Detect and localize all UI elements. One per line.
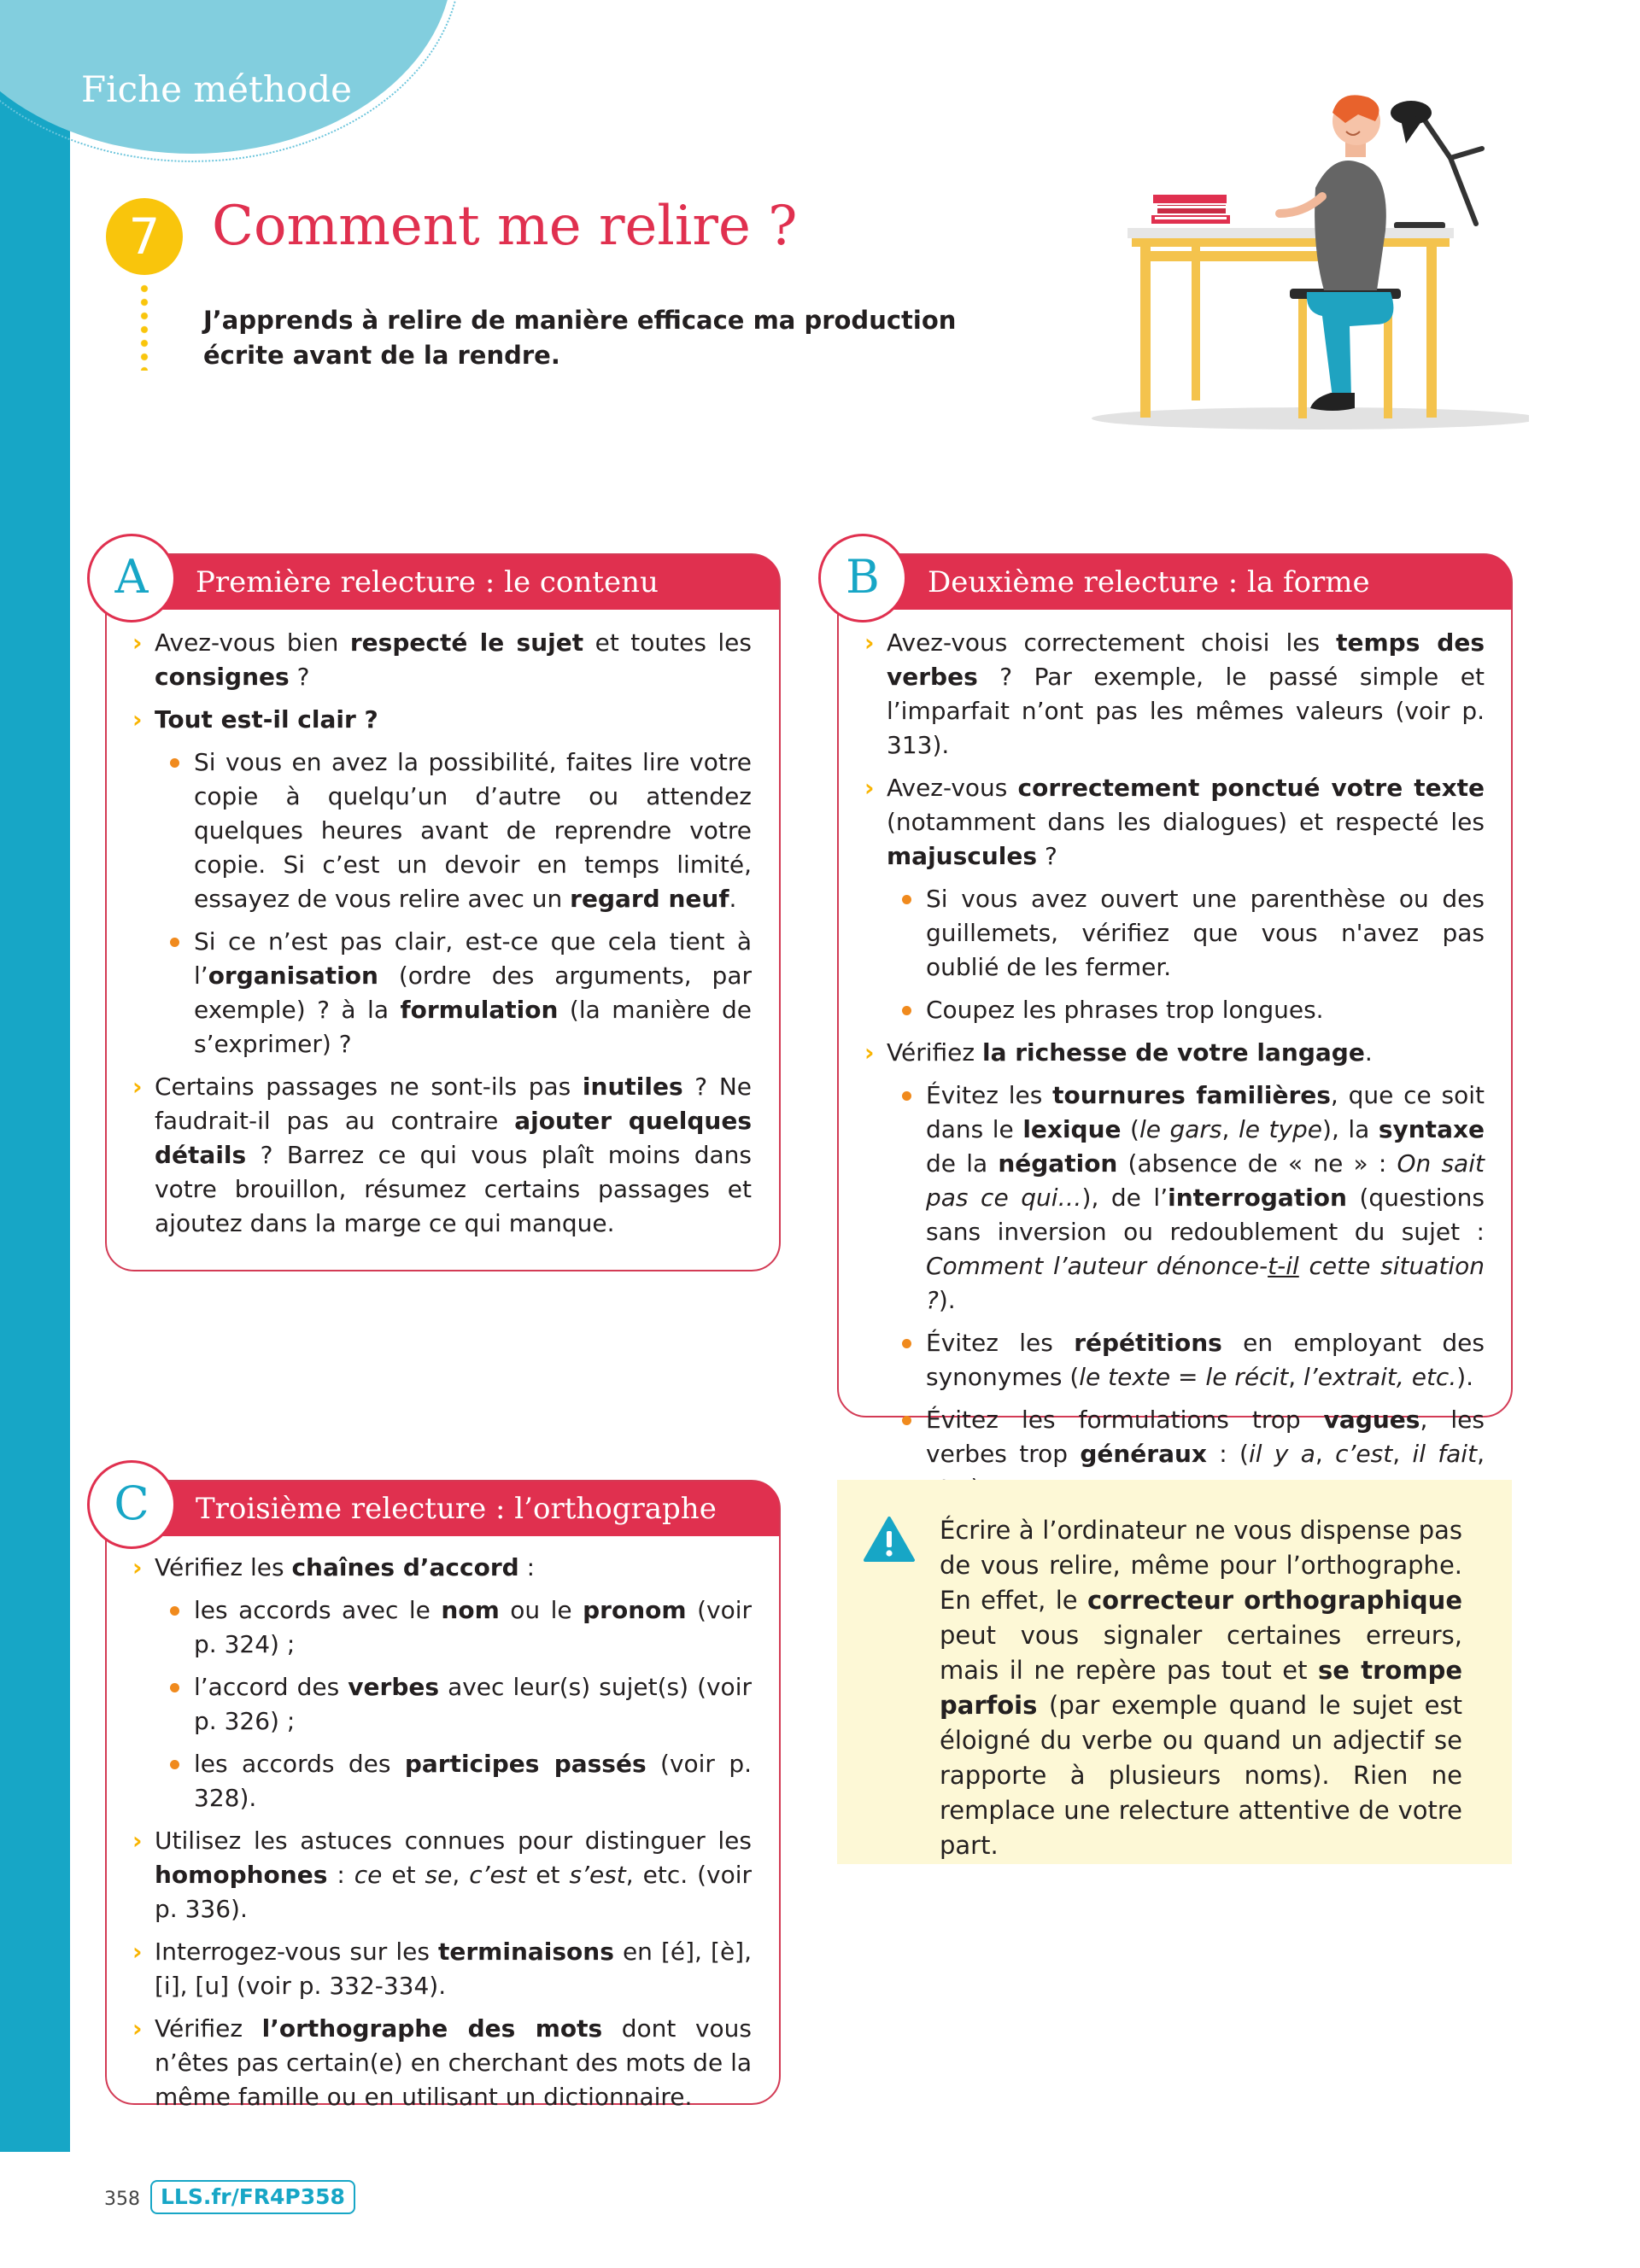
section-c-header: Troisième relecture : l’orthographe (107, 1482, 779, 1536)
sub-list-item: Évitez les tournures familières, que ce soit dans le lexique (le gars, le type), la syntaxe de la négation (absence de « ne » : On sait pas ce qui…), de l’interrogation (questions sans inversion ou redoublement du sujet : Comment l’auteur dénonce-t-il cette situation ?). (864, 1078, 1485, 1318)
bullet-icon (170, 938, 179, 947)
chevron-right-icon: › (132, 628, 143, 657)
bullet-icon (170, 1606, 179, 1616)
sub-list-item: Si vous avez ouvert une parenthèse ou des guillemets, vérifiez que vous n'avez pas oublié de les fermer. (864, 882, 1485, 985)
section-c-badge: C (87, 1460, 176, 1549)
list-item: › Vérifiez l’orthographe des mots dont vous n’êtes pas certain(e) en cherchant des mots de la même famille ou en utilisant un dictionnaire. (132, 2012, 752, 2114)
bullet-icon (902, 1339, 911, 1348)
section-a-content (132, 626, 752, 1249)
bullet-icon (170, 758, 179, 768)
sub-list-item: Si ce n’est pas clair, est-ce que cela tient à l’organisation (ordre des arguments, par exemple) ? à la formulation (la manière de s’exprimer) ? (132, 925, 752, 1061)
chevron-right-icon: › (864, 774, 875, 802)
dotted-connector (139, 282, 149, 371)
list-item: › Vérifiez les chaînes d’accord : (132, 1551, 752, 1585)
section-a-badge: A (87, 534, 176, 623)
lesson-number: 7 (106, 198, 183, 275)
warning-icon (863, 1516, 916, 1564)
bullet-icon (902, 1091, 911, 1101)
bullet-icon (170, 1683, 179, 1692)
footer-link[interactable]: LLS.fr/FR4P358 (150, 2180, 355, 2214)
sub-list-item: Évitez les formulations trop vagues, les verbes trop généraux : (il y a, c’est, il fait, (864, 1403, 1485, 1505)
chevron-right-icon: › (864, 628, 875, 657)
section-a-header: Première relecture : le contenu (107, 555, 779, 610)
chevron-right-icon: › (132, 1827, 143, 1855)
sub-list-item: Coupez les phrases trop longues. (864, 993, 1485, 1027)
sub-list-item: l’accord des verbes avec leur(s) sujet(s) (voir p. 326) ; (132, 1670, 752, 1739)
left-margin-bar (0, 0, 70, 2152)
list-item: › Certains passages ne sont-ils pas inutiles ? Ne faudrait-il pas au contraire ajouter quelques détails ? Barrez ce qui vous plaît moins dans votre brouillon, résumez certains passages et ajoutez dans la marge ce qui manque. (132, 1070, 752, 1241)
student-desk-illustration (1051, 94, 1529, 435)
chevron-right-icon: › (132, 1938, 143, 1966)
chevron-right-icon: › (132, 2014, 143, 2043)
section-b-content (864, 626, 1485, 1514)
sub-list-item: les accords avec le nom ou le pronom (voir p. 324) ; (132, 1593, 752, 1662)
section-b-badge: B (818, 534, 907, 623)
list-item: › Utilisez les astuces connues pour distinguer les homophones : ce et se, c’est et s’est, etc. (voir p. 336). (132, 1824, 752, 1926)
list-item: › Tout est-il clair ? (132, 703, 752, 737)
bullet-icon (902, 1006, 911, 1015)
list-item: › Avez-vous correctement ponctué votre texte (notamment dans les dialogues) et respecté les majuscules ? (864, 771, 1485, 874)
bullet-icon (170, 1760, 179, 1769)
page-subtitle: J’apprends à relire de manière efficace ma production écrite avant de la rendre. (203, 306, 957, 370)
sub-list-item: les accords des participes passés (voir p. 328). (132, 1747, 752, 1815)
sub-list-item: Évitez les répétitions en employant des synonymes (le texte = le récit, l’extrait, etc.). (864, 1326, 1485, 1394)
header-label: Fiche méthode (81, 68, 352, 110)
bullet-icon (902, 895, 911, 904)
bullet-icon (902, 1416, 911, 1425)
section-c-content (132, 1551, 752, 2123)
chevron-right-icon: › (132, 1073, 143, 1101)
page-title: Comment me relire ? (212, 195, 798, 258)
sub-list-item: Si vous en avez la possibilité, faites lire votre copie à quelqu’un d’autre ou attendez quelques heures avant de reprendre votre copie. Si c’est un devoir en temps limité, essayez de vous relire avec un regard neuf. (132, 745, 752, 916)
warning-text: Écrire à l’ordinateur ne vous dispense pas de vous relire, même pour l’orthographe. En effet, le correcteur orthographique peut vous signaler certaines erreurs, mais il ne repère pas tout et se trompe parfois (par exemple quand le sujet est éloigné du verbe ou quand un adjectif se rapporte à plusieurs noms). Rien ne remplace une relecture attentive de votre part. (940, 1516, 1463, 1860)
list-item: › Avez-vous bien respecté le sujet et toutes les consignes ? (132, 626, 752, 694)
chevron-right-icon: › (132, 705, 143, 734)
list-item: › Vérifiez la richesse de votre langage. (864, 1036, 1485, 1070)
list-item: › Avez-vous correctement choisi les temps des verbes ? Par exemple, le passé simple et l’imparfait n’ont pas les mêmes valeurs (voir p. 313). (864, 626, 1485, 763)
chevron-right-icon: › (132, 1553, 143, 1581)
page-number: 358 (104, 2189, 140, 2210)
section-b-header: Deuxième relecture : la forme (839, 555, 1511, 610)
chevron-right-icon: › (864, 1038, 875, 1067)
list-item: › Interrogez-vous sur les terminaisons en [é], [è], [i], [u] (voir p. 332-334). (132, 1935, 752, 2003)
